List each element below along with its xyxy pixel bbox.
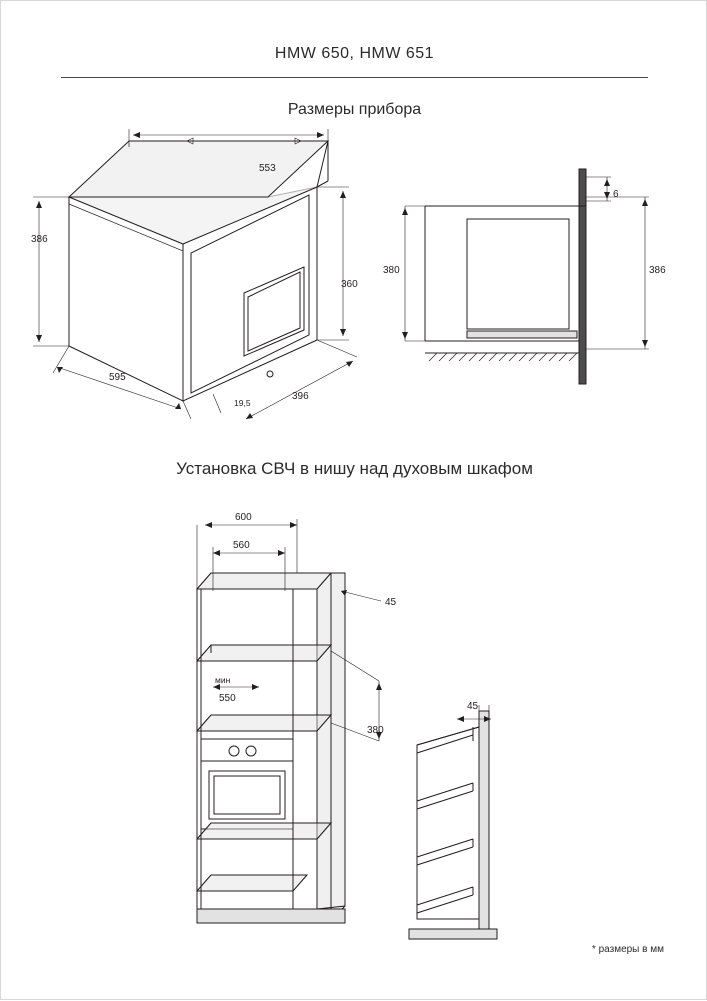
section-heading-dimensions: Размеры прибора [287, 101, 422, 118]
dim-595: 595 [109, 372, 126, 383]
label-min: мин [215, 675, 231, 685]
dim-45-side: 45 [467, 701, 479, 712]
technical-drawing-canvas [1, 1, 707, 1001]
figure-front-niche [197, 512, 397, 923]
dim-386-left: 386 [31, 234, 48, 245]
page-title: HMW 650, HMW 651 [274, 45, 435, 62]
figure-isometric-appliance [31, 129, 358, 419]
dim-600: 600 [235, 512, 252, 523]
dim-386-side: 386 [649, 265, 666, 276]
dim-396: 396 [292, 391, 309, 402]
section-heading-installation: Установка СВЧ в нишу над духовым шкафом [176, 459, 533, 478]
dim-19-5: 19,5 [234, 398, 251, 408]
dim-550: 550 [219, 693, 236, 704]
dim-560: 560 [233, 540, 250, 551]
dim-553: 553 [259, 163, 276, 174]
figure-side-section-appliance [383, 169, 666, 384]
dim-380-side: 380 [383, 265, 400, 276]
dim-6: 6 [613, 189, 619, 200]
dim-360: 360 [341, 279, 358, 290]
dim-380-niche: 380 [367, 725, 384, 736]
figure-side-niche [409, 701, 497, 939]
dim-45-front: 45 [385, 597, 397, 608]
footnote-units: * размеры в мм [591, 944, 664, 955]
